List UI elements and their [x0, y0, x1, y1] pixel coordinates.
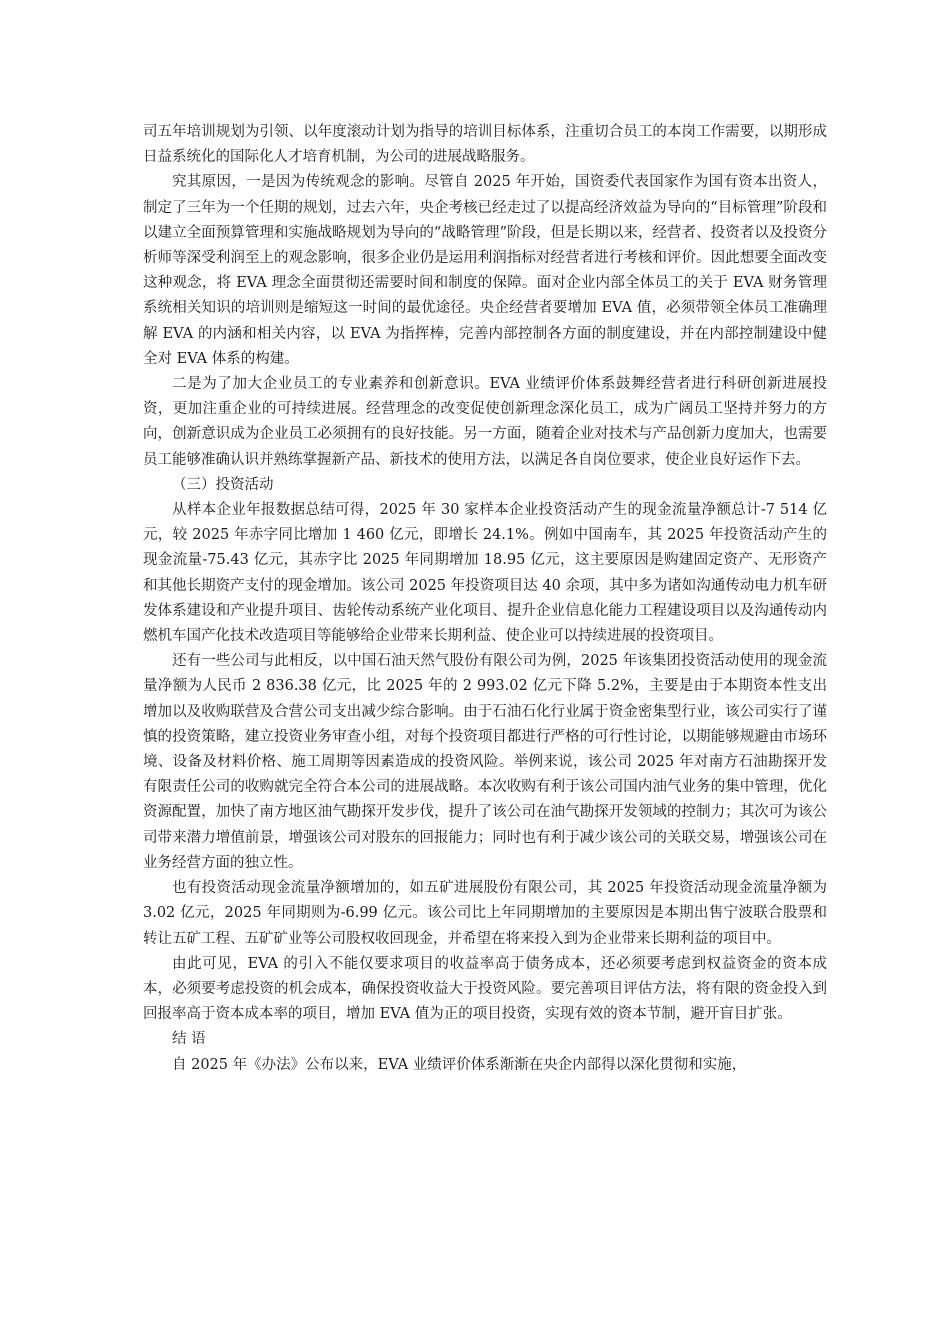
- paragraph-sample-data: 从样本企业年报数据总结可得，2025 年 30 家样本企业投资活动产生的现金流量净额总计-7 514 亿元，较 2025 年赤字同比增加 1 460 亿元，即增长 24.1%。例如中国南车，其 2025 年投资活动产生的现金流量-75.43 亿元，其赤字比 2025 年同期增加 18.95 亿元，这主要原因是购建固定资产、无形资产和其他长期资产支付的现金增加。该公司 2025 年投资项目达 40 余项，其中多为诸如沟通传动电力机车研发体系建设和产业提升项目、齿轮传动系统产业化项目、提升企业信息化能力工程建设项目以及沟通传动内燃机车国产化技术改造项目等能够给企业带来长期利益、使企业可以持续进展的投资项目。: [143, 502, 827, 645]
- paragraph-reason-one: 究其原因，一是因为传统观念的影响。尽管自 2025 年开始，国资委代表国家作为国有资本出资人，制定了三年为一个任期的规划，过去六年，央企考核已经走过了以提高经济效益为导向的“目标管理”阶段和以建立全面预算管理和实施战略规划为导向的“战略管理”阶段，但是长期以来，经营者、投资者以及投资分析师等深受利润至上的观念影响，很多企业仍是运用利润指标对经营者进行考核和评价。因此想要全面改变这种观念，将 EVA 理念全面贯彻还需要时间和制度的保障。面对企业内部全体员工的关于 EVA 财务管理系统相关知识的培训则是缩短这一时间的最优途径。央企经营者要增加 EVA 值，必须带领全体员工准确理解 EVA 的内涵和相关内容，以 EVA 为指挥棒，完善内部控制各方面的制度建设，并在内部控制建设中健全对 EVA 体系的构建。: [143, 174, 827, 367]
- section-heading-conclusion: 结 语: [172, 1031, 206, 1048]
- paragraph-petrochina: 还有一些公司与此相反，以中国石油天然气股份有限公司为例，2025 年该集团投资活动使用的现金流量净额为人民币 2 836.38 亿元，比 2025 年的 2 993.02 亿元下降 5.2%，主要是由于本期资本性支出增加以及收购联营及合营公司支出减少综合影响。由于石油石化行业属于资金密集型行业，该公司实行了谨慎的投资策略，建立投资业务审查小组，对每个投资项目都进行严格的可行性讨论，以期能够规避由市场环境、设备及材料价格、施工周期等因素造成的投资风险。举例来说，该公司 2025 年对南方石油勘探开发有限责任公司的收购就完全符合本公司的进展战略。本次收购有利于该公司国内油气业务的集中管理，优化资源配置，加快了南方地区油气勘探开发步伐，提升了该公司在油气勘探开发领域的控制力；其次可为该公司带来潜力增值前景，增强该公司对股东的回报能力；同时也有利于减少该公司的关联交易，增强该公司在业务经营方面的独立性。: [143, 653, 827, 871]
- section-heading-investment: （三）投资活动: [172, 476, 274, 493]
- paragraph-final: 自 2025 年《办法》公布以来，EVA 业绩评价体系渐渐在央企内部得以深化贯彻和实施，: [172, 1056, 747, 1073]
- paragraph-training-system: 司五年培训规划为引领、以年度滚动计划为指导的培训目标体系，注重切合员工的本岗工作需要，以期形成日益系统化的国际化人才培育机制，为公司的进展战略服务。: [143, 124, 827, 166]
- paragraph-conclusion-eva: 由此可见，EVA 的引入不能仅要求项目的收益率高于债务成本，还必须要考虑到权益资金的资本成本，必须要考虑投资的机会成本，确保投资收益大于投资风险。要完善项目评估方法，将有限的资金投入到回报率高于资本成本率的项目，增加 EVA 值为正的项目投资，实现有效的资本节制，避开盲目扩张。: [143, 955, 827, 1023]
- paragraph-minmetals: 也有投资活动现金流量净额增加的，如五矿进展股份有限公司，其 2025 年投资活动现金流量净额为 3.02 亿元，2025 年同期则为-6.99 亿元。该公司比上年同期增加的主要原因是本期出售宁波联合股票和转让五矿工程、五矿矿业等公司股权收回现金，并希望在将来投入到为企业带来长期利益的项目中。: [143, 880, 827, 947]
- document-page: [143, 120, 827, 1078]
- paragraph-reason-two: 二是为了加大企业员工的专业素养和创新意识。EVA 业绩评价体系鼓舞经营者进行科研创新进展投资，更加注重企业的可持续进展。经营理念的改变促使创新理念深化员工，成为广阔员工坚持并努力的方向，创新意识成为企业员工必须拥有的良好技能。另一方面，随着企业对技术与产品创新力度加大，也需要员工能够准确认识并熟练掌握新产品、新技术的使用方法，以满足各自岗位要求，使企业良好运作下去。: [143, 376, 827, 468]
